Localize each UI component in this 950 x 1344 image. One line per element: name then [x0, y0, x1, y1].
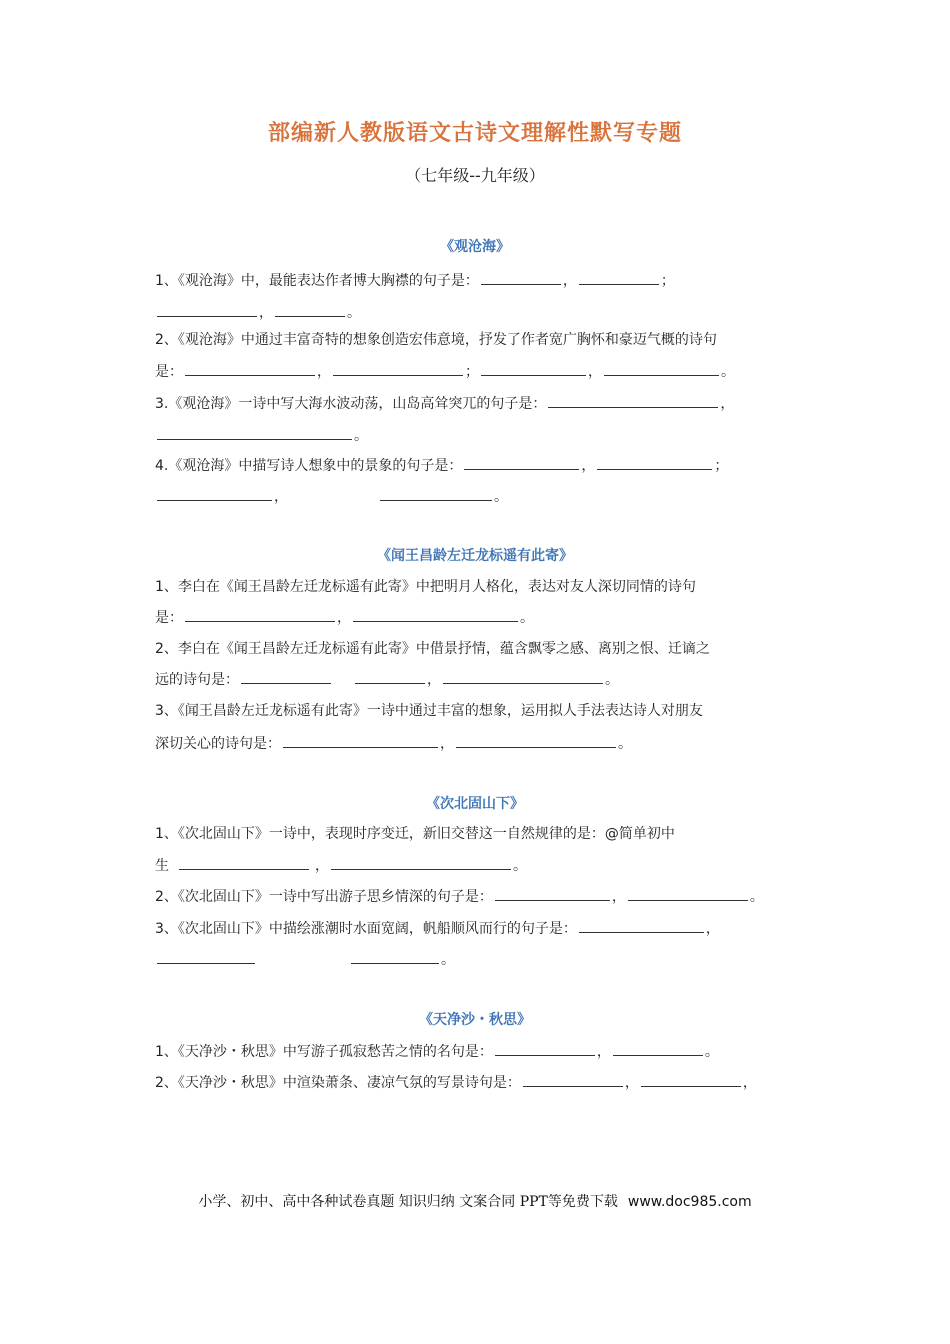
answer-blank[interactable]	[495, 886, 610, 901]
question-line: 是： ， 。	[155, 607, 534, 628]
answer-blank[interactable]	[241, 669, 331, 684]
question-line: 2、《次北固山下》一诗中写出游子思乡情深的句子是： ， 。	[155, 886, 764, 907]
question-line: 。	[155, 425, 368, 446]
question-line: 远的诗句是： ， 。	[155, 669, 619, 690]
question-line: 。	[155, 949, 455, 970]
answer-blank[interactable]	[333, 361, 463, 376]
question-line: ， 。	[155, 486, 508, 507]
answer-blank[interactable]	[353, 607, 518, 622]
question-line: 3.《观沧海》一诗中写大海水波动荡，山岛高耸突兀的句子是： ，	[155, 393, 734, 414]
section-title: 《观沧海》	[440, 239, 510, 255]
question-line: 1、《次北固山下》一诗中，表现时序变迁，新旧交替这一自然规律的是：@简单初中	[155, 826, 675, 842]
question-line: ， 。	[155, 302, 361, 323]
answer-blank[interactable]	[283, 733, 438, 748]
section-title: 《闻王昌龄左迁龙标遥有此寄》	[377, 548, 573, 564]
answer-blank[interactable]	[443, 669, 603, 684]
answer-blank[interactable]	[185, 607, 335, 622]
question-line: 2、李白在《闻王昌龄左迁龙标遥有此寄》中借景抒情，蕴含飘零之感、离别之恨、迁谪之	[155, 641, 710, 657]
answer-blank[interactable]	[597, 455, 712, 470]
answer-blank[interactable]	[179, 855, 309, 870]
answer-blank[interactable]	[456, 733, 616, 748]
question-line: 4.《观沧海》中描写诗人想象中的景象的句子是： ， ；	[155, 455, 728, 476]
question-line: 1、《观沧海》中，最能表达作者博大胸襟的句子是： ， ；	[155, 270, 675, 291]
footer	[0, 1191, 950, 1211]
answer-blank[interactable]	[641, 1072, 741, 1087]
question-line: 3、《次北固山下》中描绘涨潮时水面宽阔，帆船顺风而行的句子是： ，	[155, 918, 720, 939]
question-line: 2、《天净沙・秋思》中渲染萧条、凄凉气氛的写景诗句是： ， ，	[155, 1072, 757, 1093]
answer-blank[interactable]	[628, 886, 748, 901]
question-line: 2、《观沧海》中通过丰富奇特的想象创造宏伟意境，抒发了作者宽广胸怀和豪迈气概的诗句	[155, 332, 717, 348]
question-line: 1、李白在《闻王昌龄左迁龙标遥有此寄》中把明月人格化，表达对友人深切同情的诗句	[155, 579, 696, 595]
answer-blank[interactable]	[604, 361, 719, 376]
answer-blank[interactable]	[185, 361, 315, 376]
answer-blank[interactable]	[355, 669, 425, 684]
answer-blank[interactable]	[157, 949, 255, 964]
footer-text: 小学、初中、高中各种试卷真题 知识归纳 文案合同 PPT等免费下载	[198, 1194, 618, 1210]
question-line: 1、《天净沙・秋思》中写游子孤寂愁苦之情的名句是： ， 。	[155, 1041, 719, 1062]
document-title: 部编新人教版语文古诗文理解性默写专题	[267, 121, 682, 146]
document-subtitle: （七年级--九年级）	[405, 166, 545, 185]
question-line: 生 ， 。	[155, 855, 527, 876]
question-line: 3、《闻王昌龄左迁龙标遥有此寄》一诗中通过丰富的想象，运用拟人手法表达诗人对朋友	[155, 703, 703, 719]
answer-blank[interactable]	[331, 855, 511, 870]
answer-blank[interactable]	[548, 393, 718, 408]
footer-url[interactable]: www.doc985.com	[627, 1194, 752, 1210]
answer-blank[interactable]	[481, 270, 561, 285]
answer-blank[interactable]	[157, 425, 352, 440]
answer-blank[interactable]	[157, 486, 272, 501]
answer-blank[interactable]	[579, 918, 704, 933]
answer-blank[interactable]	[275, 302, 345, 317]
answer-blank[interactable]	[579, 270, 659, 285]
answer-blank[interactable]	[481, 361, 586, 376]
question-line: 深切关心的诗句是： ， 。	[155, 733, 632, 754]
section-title: 《天净沙・秋思》	[419, 1012, 531, 1028]
answer-blank[interactable]	[464, 455, 579, 470]
answer-blank[interactable]	[523, 1072, 623, 1087]
answer-blank[interactable]	[613, 1041, 703, 1056]
answer-blank[interactable]	[351, 949, 439, 964]
answer-blank[interactable]	[495, 1041, 595, 1056]
answer-blank[interactable]	[380, 486, 492, 501]
section-title: 《次北固山下》	[426, 796, 524, 812]
question-line: 是： ， ； ， 。	[155, 361, 735, 382]
answer-blank[interactable]	[157, 302, 257, 317]
